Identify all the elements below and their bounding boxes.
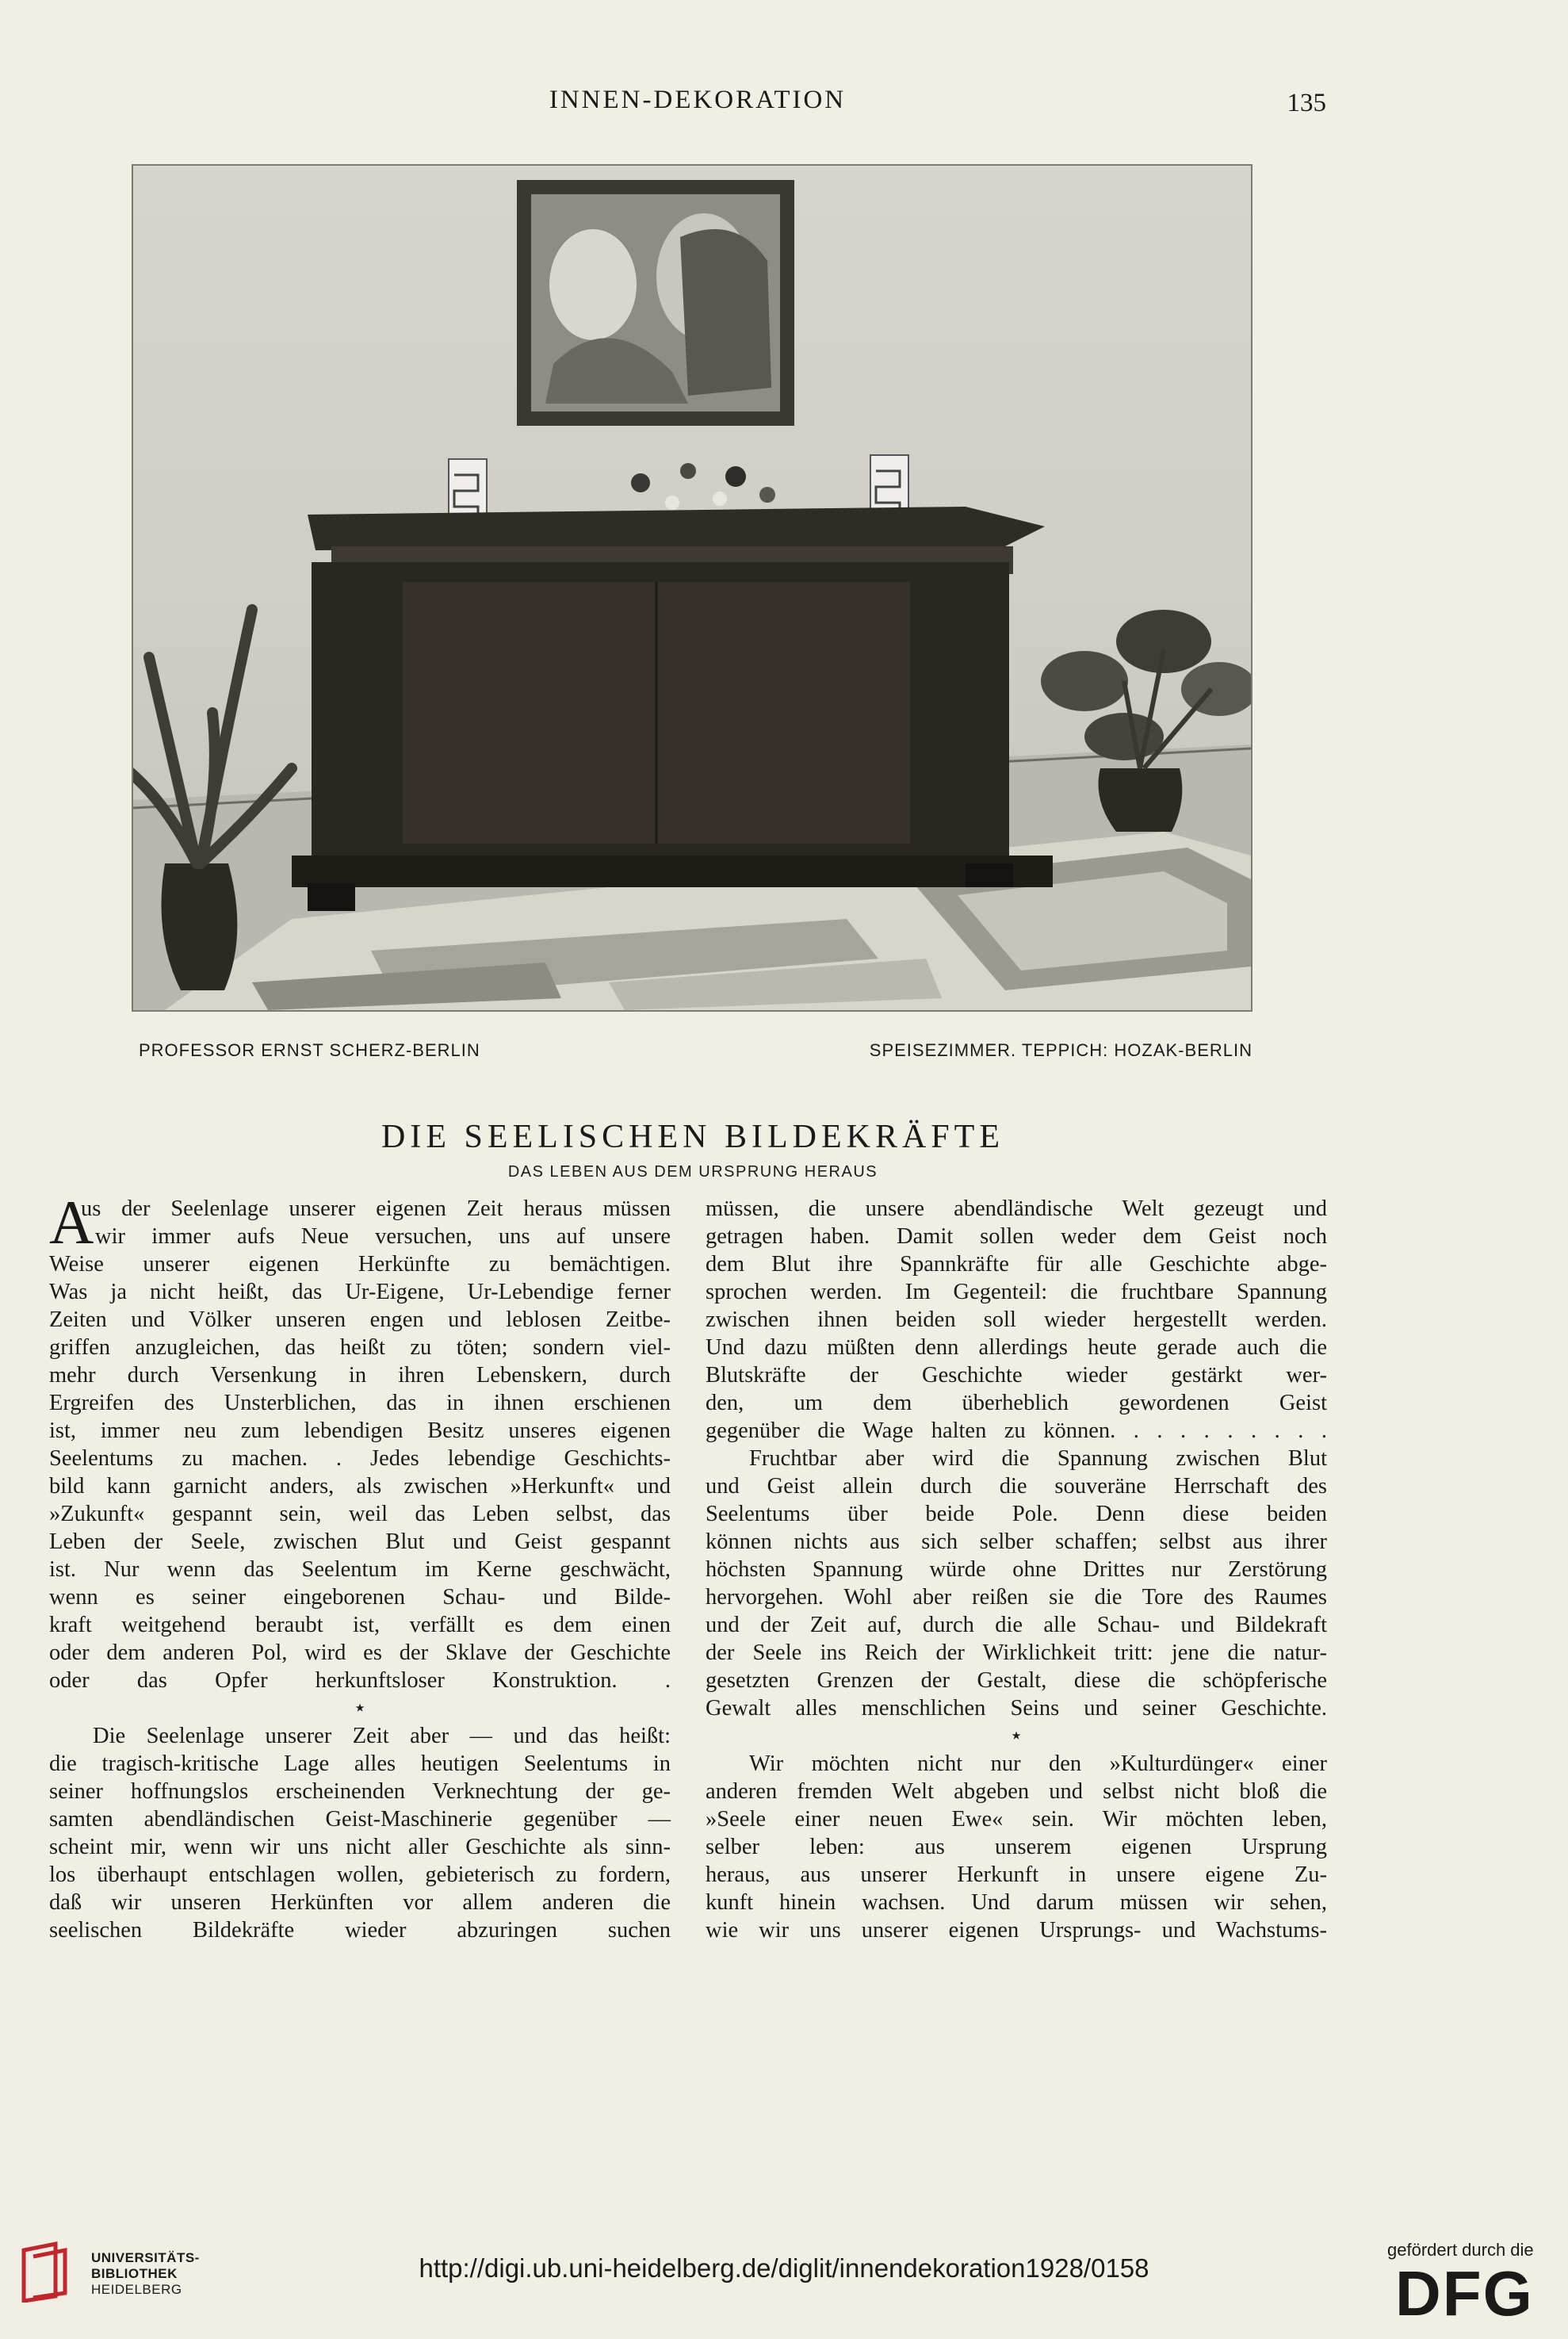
text-line: Seelentums über beide Pole. Denn diese beiden	[706, 1502, 1327, 1526]
framed-painting	[517, 180, 794, 426]
text-line: Seelentums zu machen. . Jedes lebendige Geschichts-	[49, 1446, 671, 1471]
library-line: HEIDELBERG	[91, 2282, 182, 2297]
text-line: selber leben: aus unserem eigenen Ursprung	[706, 1835, 1327, 1859]
text-line: Die Seelenlage unserer Zeit aber — und das heißt:	[93, 1724, 671, 1748]
section-separator-star: ⋆	[1009, 1724, 1023, 1748]
text-line: kunft hinein wachsen. Und darum müssen wir sehen,	[706, 1890, 1327, 1915]
text-line: und der Zeit auf, durch die alle Schau- und Bildekraft	[706, 1613, 1327, 1637]
text-line: griffen anzugleichen, das heißt zu töten; sondern viel-	[49, 1335, 671, 1360]
text-line: daß wir unseren Herkünften vor allem anderen die	[49, 1890, 671, 1915]
text-line: seelischen Bildekräfte wieder abzuringen suchen	[49, 1918, 671, 1943]
text-line: zwischen ihnen beiden soll wieder hergestellt werden.	[706, 1307, 1327, 1332]
permalink-url[interactable]: http://digi.ub.uni-heidelberg.de/diglit/innendekoration1928/0158	[419, 2253, 1149, 2283]
text-line: oder dem anderen Pol, wird es der Sklave der Geschichte	[49, 1640, 671, 1665]
library-line: UNIVERSITÄTS-	[91, 2250, 200, 2265]
dfg-logo: DFG	[1395, 2258, 1534, 2329]
text-line: bild kann garnicht anders, als zwischen »Herkunft« und	[49, 1474, 671, 1499]
interior-photograph	[132, 164, 1252, 1012]
text-line: dem Blut ihre Spannkräfte für alle Geschichte abge-	[706, 1252, 1327, 1277]
text-line: hervorgehen. Wohl aber reißen sie die Tore des Raumes	[706, 1585, 1327, 1610]
text-line: anderen fremden Welt abgeben und selbst nicht bloß die	[706, 1779, 1327, 1804]
page-number: 135	[1287, 89, 1326, 117]
text-line: Ergreifen des Unsterblichen, das in ihnen erschienen	[49, 1391, 671, 1415]
text-line: us der Seelenlage unserer eigenen Zeit heraus müssen	[81, 1196, 671, 1221]
section-separator-star: ⋆	[353, 1696, 367, 1721]
text-line: wie wir uns unserer eigenen Ursprungs- und Wachstums-	[706, 1918, 1327, 1943]
text-line: ist, immer neu zum lebendigen Besitz unseres eigenen	[49, 1418, 671, 1443]
text-line: Gewalt alles menschlichen Seins und seiner Geschichte.	[706, 1696, 1327, 1721]
text-line: los überhaupt entschlagen wollen, gebieterisch zu fordern,	[49, 1862, 671, 1887]
text-line: »Zukunft« gespannt sein, weil das Leben selbst, das	[49, 1502, 671, 1526]
text-line: Und dazu müßten denn allerdings heute gerade auch die	[706, 1335, 1327, 1360]
text-line: ist. Nur wenn das Seelentum im Kerne geschwächt,	[49, 1557, 671, 1582]
text-column-right	[706, 1195, 1327, 1944]
library-line: BIBLIOTHEK	[91, 2266, 178, 2281]
running-head: INNEN-DEKORATION	[549, 86, 847, 114]
text-line: der Seele ins Reich der Wirklichkeit tritt: jene die natur-	[706, 1640, 1327, 1665]
funding-label: gefördert durch die	[1387, 2240, 1534, 2260]
text-line: seiner hoffnungslos erscheinenden Verknechtung der ge-	[49, 1779, 671, 1804]
text-line: Fruchtbar aber wird die Spannung zwischen Blut	[749, 1446, 1327, 1471]
text-line: mehr durch Versenkung in ihren Lebenskern, durch	[49, 1363, 671, 1388]
article-subtitle: DAS LEBEN AUS DEM URSPRUNG HERAUS	[507, 1163, 878, 1181]
text-line: kraft weitgehend beraubt ist, verfällt es dem einen	[49, 1613, 671, 1637]
text-line: gesetzten Grenzen der Gestalt, diese die schöpferische	[706, 1668, 1327, 1693]
text-line: Weise unserer eigenen Herkünfte zu bemächtigen.	[49, 1252, 671, 1277]
text-line: wenn es seiner eingeborenen Schau- und Bilde-	[49, 1585, 671, 1610]
text-line: gegenüber die Wage halten zu können. . . . . . . . . .	[706, 1418, 1327, 1443]
text-line: müssen, die unsere abendländische Welt gezeugt und	[706, 1196, 1327, 1221]
text-line: getragen haben. Damit sollen weder dem Geist noch	[706, 1224, 1327, 1249]
text-line: Was ja nicht heißt, das Ur-Eigene, Ur-Lebendige ferner	[49, 1280, 671, 1304]
text-line: Leben der Seele, zwischen Blut und Geist gespannt	[49, 1529, 671, 1554]
drop-cap: A	[49, 1188, 94, 1257]
text-line: Blutskräfte der Geschichte wieder gestärkt wer-	[706, 1363, 1327, 1388]
article-title: DIE SEELISCHEN BILDEKRÄFTE	[381, 1119, 1004, 1155]
text-line: Wir möchten nicht nur den »Kulturdünger« einer	[749, 1751, 1327, 1776]
text-line: wir immer aufs Neue versuchen, uns auf unsere	[95, 1224, 671, 1249]
text-line: und Geist allein durch die souveräne Herrschaft des	[706, 1474, 1327, 1499]
text-column-left	[49, 1188, 671, 1944]
text-line: sprochen werden. Im Gegenteil: die fruchtbare Spannung	[706, 1280, 1327, 1304]
text-line: den, um dem überheblich gewordenen Geist	[706, 1391, 1327, 1415]
photo-caption-credit: PROFESSOR ERNST SCHERZ-BERLIN	[139, 1040, 480, 1060]
text-line: die tragisch-kritische Lage alles heutigen Seelentums in	[49, 1751, 671, 1776]
text-line: »Seele einer neuen Ewe« sein. Wir möchten leben,	[706, 1807, 1327, 1832]
sideboard	[292, 507, 1053, 911]
photo-caption-room: SPEISEZIMMER. TEPPICH: HOZAK-BERLIN	[869, 1040, 1252, 1060]
text-line: scheint mir, wenn wir uns nicht aller Geschichte als sinn-	[49, 1835, 671, 1859]
text-line: samten abendländischen Geist-Maschinerie gegenüber —	[49, 1807, 671, 1832]
text-line: können nichts aus sich selber schaffen; selbst aus ihrer	[706, 1529, 1327, 1554]
text-line: höchsten Spannung würde ohne Drittes nur Zerstörung	[706, 1557, 1327, 1582]
text-line: heraus, aus unserer Herkunft in unsere eigene Zu-	[706, 1862, 1327, 1887]
text-line: Zeiten und Völker unseren engen und leblosen Zeitbe-	[49, 1307, 671, 1332]
text-line: oder das Opfer herkunftsloser Konstruktion. .	[49, 1668, 671, 1693]
